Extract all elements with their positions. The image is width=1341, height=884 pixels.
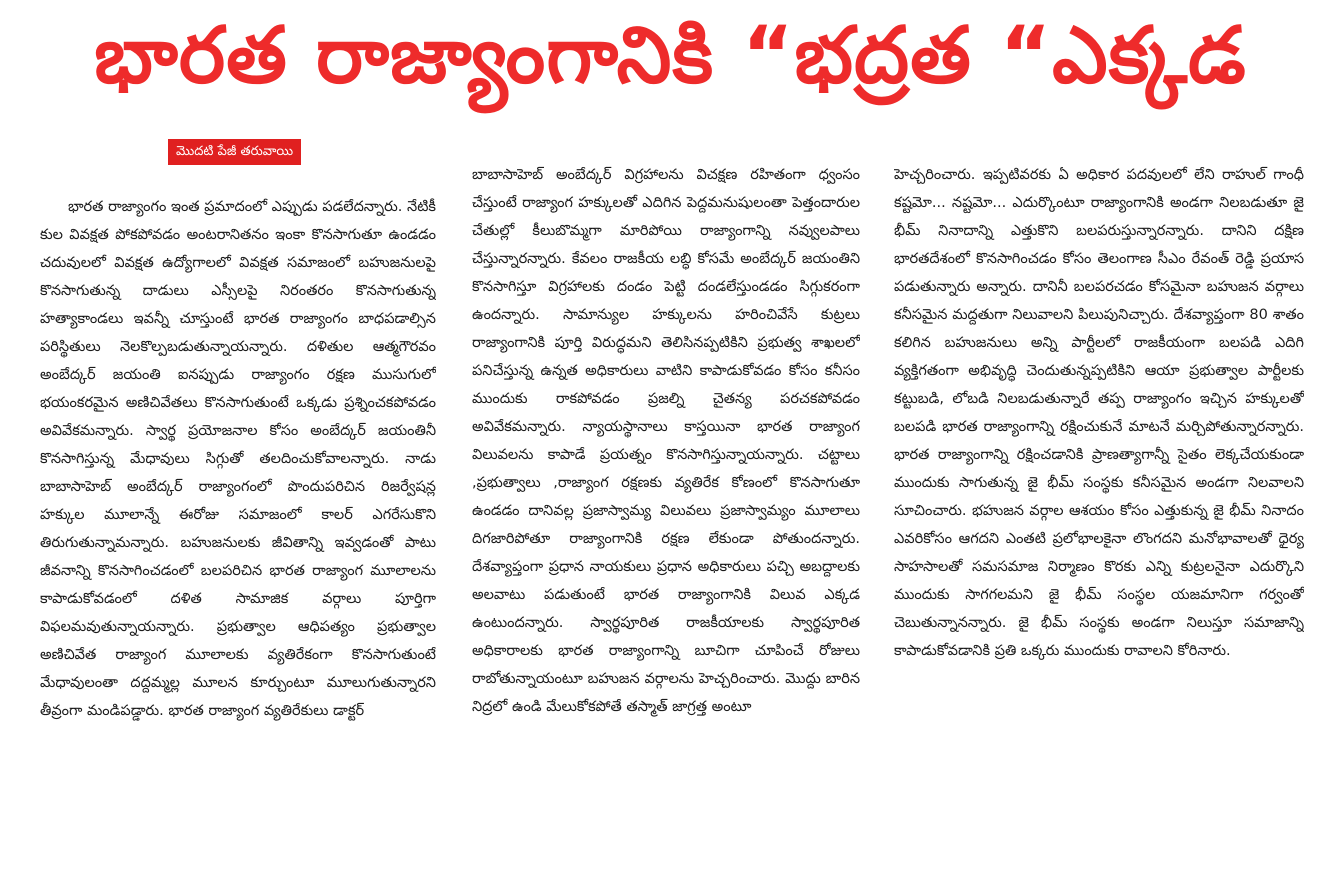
- column-1-text: భారత రాజ్యాంగం ఇంత ప్రమాదంలో ఎప్పుడు పడలేదన్నారు. నేటికీ కుల వివక్షత పోకపోవడం అంటరానితనం ఇంకా కొనసాగుతూ ఉండడం చదువులలో వివక్షత ఉద్యోగాలలో వివక్షత సమాజంలో బహుజనులపై కొనసాగుతున్న దాడులు ఎస్సీలపై నిరంతరం కొనసాగుతున్న హత్యాకాండలు ఇవన్నీ చూస్తుంటే భారత రాజ్యాంగం బాధపడాల్సిన పరిస్థితులు నెలకొల్పబడుతున్నాయన్నారు. దళితుల ఆత్మగౌరవం అంబేద్కర్ జయంతి ఐనప్పుడు రాజ్యాంగం రక్షణ ముసుగులో భయంకరమైన అణిచివేతలు కొనసాగుతుంటే ఒక్కడు ప్రశ్నించకపోవడం అవివేకమన్నారు. స్వార్థ ప్రయోజనాల కోసం అంబేద్కర్ జయంతినీ కొనసాగిస్తున్న మేధావులు సిగ్గుతో తలదించుకోవాలన్నారు. నాడు బాబాసాహెబ్ అంబేద్కర్ రాజ్యాంగంలో పొందుపరిచిన రిజర్వేషన్ల హక్కుల మూలాన్నే ఈరోజు సమాజంలో కాలర్ ఎగరేసుకొని తిరుగుతున్నామన్నారు. బహుజనులకు జీవితాన్ని ఇవ్వడంతో పాటు జీవనాన్ని కొనసాగించడంలో బలపరిచిన భారత రాజ్యాంగ మూలాలను కాపాడుకోవడంలో దళిత సామాజిక వర్గాలు పూర్తిగా విఫలమవుతున్నాయన్నారు. ప్రభుత్వాల ఆధిపత్యం ప్రభుత్వాల అణిచివేత రాజ్యాంగ మూలాలకు వ్యతిరేకంగా కొనసాగుతుంటే మేధావులంతా దద్దమ్మల్ల మూలన కూర్చుంటూ మూలుగుతున్నారని తీవ్రంగా మండిపడ్డారు. భారత రాజ్యాంగ వ్యతిరేకులు డాక్టర్: [40, 199, 436, 719]
- article-headline: భారత రాజ్యాంగానికి “భద్రత “ఎక్కడ: [94, 10, 1247, 101]
- column-2-text: బాబాసాహెబ్ అంబేద్కర్ విగ్రహాలను విచక్షణ రహితంగా ధ్వంసం చేస్తుంటే రాజ్యాంగ హక్కులతో ఎదిగిన పెద్దమనుషులంతా పెత్తందారుల చేతుల్లో కీలుబొమ్మగా మారిపోయి రాజ్యాంగాన్ని నవ్వులపాలు చేస్తున్నారన్నారు. కేవలం రాజకీయ లబ్ధి కోసమే అంబేద్కర్ జయంతిని కొనసాగిస్తూ విగ్రహాలకు దండం పెట్టి దండలేస్తుండడం సిగ్గుకరంగా ఉందన్నారు. సామాన్యుల హక్కులను హరించివేసే కుట్రలు రాజ్యాంగానికి పూర్తి విరుద్ధమని తెలిసినప్పటికిని ప్రభుత్వ శాఖలలో పనిచేస్తున్న ఉన్నత అధికారులు వాటిని కాపాడుకోవడం కోసం కనీసం ముందుకు రాకపోవడం ప్రజల్ని చైతన్య పరచకపోవడం అవివేకమన్నారు. న్యాయస్థానాలు కాస్తయినా భారత రాజ్యాంగ విలువలను కాపాడే ప్రయత్నం కొనసాగిస్తున్నాయన్నారు. చట్టాలు ,ప్రభుత్వాలు ,రాజ్యాంగ రక్షణకు వ్యతిరేక కోణంలో కొనసాగుతూ ఉండడం దానివల్ల ప్రజాస్వామ్య విలువలు ప్రజాస్వామ్యం మూలాలు దిగజారిపోతూ రాజ్యాంగానికి రక్షణ లేకుండా పోతుందన్నారు. దేశవ్యాప్తంగా ప్రధాన నాయకులు ప్రధాన అధికారులు పచ్చి అబద్దాలకు అలవాటు పడుతుంటే భారత రాజ్యాంగానికి విలువ ఎక్కడ ఉంటుందన్నారు. స్వార్థపూరిత రాజకీయాలకు స్వార్థపూరిత అధికారాలకు భారత రాజ్యాంగాన్ని బూచిగా చూపించే రోజులు రాబోతున్నాయంటూ బహుజన వర్గాలను హెచ్చరించారు. మొద్దు బారిన నిద్రలో ఉండి మేలుకోకపోతే తస్మాత్ జాగ్రత్త అంటూ: [472, 167, 860, 715]
- article-column-2: [472, 161, 860, 873]
- article-column-1: [40, 193, 436, 873]
- continuation-tag: మొదటి పేజీ తరువాయి: [168, 139, 301, 165]
- column-3-text: హెచ్చరించారు. ఇప్పటివరకు ఏ అధికార పదవులలో లేని రాహుల్ గాంధీ కష్టమో... నష్టమో... ఎదుర్కొంటూ రాజ్యాంగానికి అండగా నిలబడుతూ జై భీమ్ నినాదాన్ని ఎత్తుకొని బలపరుస్తున్నారన్నారు. దానిని దక్షిణ భారతదేశంలో కొనసాగించడం కోసం తెలంగాణ సీఎం రేవంత్ రెడ్డి ప్రయాస పడుతున్నారు అన్నారు. దానినీ బలపరచడం కోసమైనా బహుజన వర్గాలు కనీసమైన మద్దతుగా నిలువాలని పిలుపునిచ్చారు. దేశవ్యాప్తంగా 80 శాతం కలిగిన బహుజనులు అన్ని పార్టీలలో రాజకీయంగా బలపడి ఎదిగి వ్యక్తిగతంగా అభివృద్ధి చెందుతున్నప్పటికిని ఆయా ప్రభుత్వాల పార్టీలకు కట్టుబడి, లోబడి నిలబడుతున్నారే తప్ప రాజ్యాంగం ఇచ్చిన హక్కులతో బలపడి భారత రాజ్యాంగాన్ని రక్షించుకునే మాటనే మర్చిపోతున్నారన్నారు. భారత రాజ్యాంగాన్ని రక్షించడానికి ప్రాణత్యాగాన్నీ సైతం లెక్కచేయకుండా ముందుకు సాగుతున్న జై భీమ్ సంస్థకు కనీసమైన అండగా నిలవాలని సూచించారు. భహుజన వర్గాల ఆశయం కోసం ఎత్తుకున్న జై భీమ్ నినాదం ఎవరికోసం ఆగదని ఎంతటి ప్రలోభాలకైనా లొంగదని మనోభావాలతో ధైర్య సాహసాలతో సమసమాజ నిర్మాణం కొరకు ఎన్ని కుట్రలనైనా ఎదుర్కొని ముందుకు సాగగలమని జై భీమ్ సంస్థల యజమానిగా గర్వంతో చెబుతున్నానన్నారు. జై భీమ్ సంస్థకు అండగా నిలుస్తూ సమాజాన్ని కాపాడుకోవడానికి ప్రతి ఒక్కరు ముందుకు రావాలని కోరినారు.: [894, 167, 1304, 659]
- article-column-3: [894, 161, 1304, 873]
